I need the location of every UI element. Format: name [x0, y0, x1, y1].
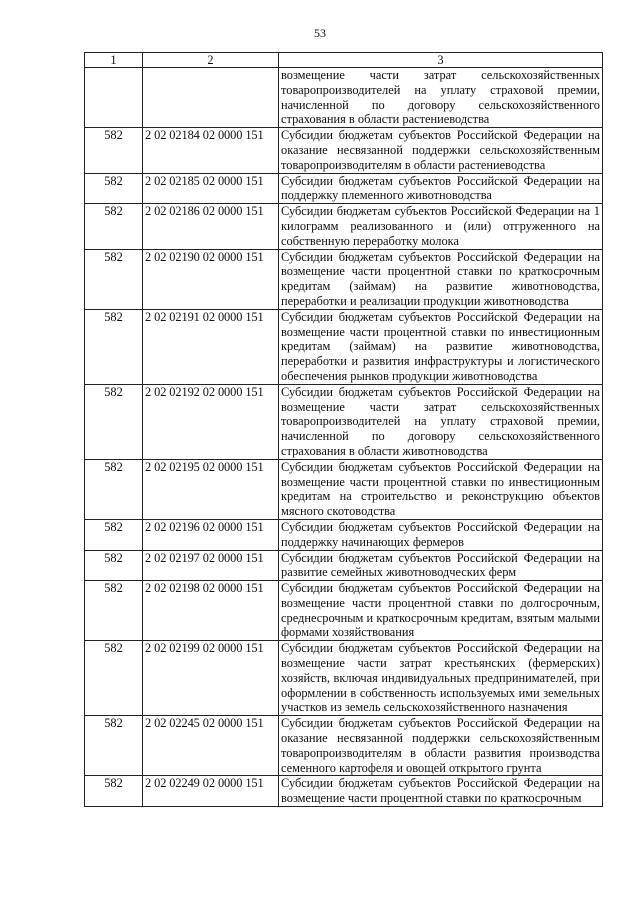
description-cell: Субсидии бюджетам субъектов Российской Федерации на возмещение части процентной ставки по краткосрочным	[279, 776, 603, 807]
budget-code-cell: 2 02 02186 02 0000 151	[143, 204, 279, 249]
budget-code-cell: 2 02 02196 02 0000 151	[143, 519, 279, 550]
table-row	[85, 716, 603, 776]
description-cell: Субсидии бюджетам субъектов Российской Федерации на оказание несвязанной поддержки сельскохозяйственным товаропроизводителям в области растениеводства	[279, 128, 603, 173]
admin-code-cell	[85, 68, 143, 128]
admin-code-cell: 582	[85, 550, 143, 581]
column-header-1: 1	[85, 53, 143, 68]
table-row	[85, 173, 603, 204]
description-cell: Субсидии бюджетам субъектов Российской Федерации на 1 килограмм реализованного и (или) отгруженного на собственную переработку молока	[279, 204, 603, 249]
admin-code-cell: 582	[85, 459, 143, 519]
table-row	[85, 459, 603, 519]
admin-code-cell: 582	[85, 173, 143, 204]
budget-code-cell: 2 02 02249 02 0000 151	[143, 776, 279, 807]
column-header-2: 2	[143, 53, 279, 68]
budget-code-cell: 2 02 02192 02 0000 151	[143, 384, 279, 459]
budget-classification-table	[84, 52, 603, 807]
description-cell: Субсидии бюджетам субъектов Российской Федерации на поддержку начинающих фермеров	[279, 519, 603, 550]
admin-code-cell: 582	[85, 641, 143, 716]
admin-code-cell: 582	[85, 776, 143, 807]
admin-code-cell: 582	[85, 309, 143, 384]
budget-code-cell: 2 02 02199 02 0000 151	[143, 641, 279, 716]
admin-code-cell: 582	[85, 384, 143, 459]
budget-code-cell: 2 02 02195 02 0000 151	[143, 459, 279, 519]
admin-code-cell: 582	[85, 204, 143, 249]
description-cell: Субсидии бюджетам субъектов Российской Федерации на поддержку племенного животноводства	[279, 173, 603, 204]
description-cell: возмещение части затрат сельскохозяйственных товаропроизводителей на уплату страховой премии, начисленной по договору сельскохозяйственного страхования в области растениеводства	[279, 68, 603, 128]
description-cell: Субсидии бюджетам субъектов Российской Федерации на оказание несвязанной поддержки сельскохозяйственным товаропроизводителям в области развития производства семенного картофеля и овощей открытого грунта	[279, 716, 603, 776]
table-row	[85, 309, 603, 384]
budget-code-cell: 2 02 02191 02 0000 151	[143, 309, 279, 384]
table-row	[85, 641, 603, 716]
table-row	[85, 776, 603, 807]
admin-code-cell: 582	[85, 581, 143, 641]
description-cell: Субсидии бюджетам субъектов Российской Федерации на развитие семейных животноводческих ферм	[279, 550, 603, 581]
table-row	[85, 550, 603, 581]
admin-code-cell: 582	[85, 249, 143, 309]
description-cell: Субсидии бюджетам субъектов Российской Федерации на возмещение части процентной ставки по инвестиционным кредитам на строительство и реконструкцию объектов мясного скотоводства	[279, 459, 603, 519]
budget-code-cell	[143, 68, 279, 128]
table-row	[85, 204, 603, 249]
description-cell: Субсидии бюджетам субъектов Российской Федерации на возмещение части затрат сельскохозяйственных товаропроизводителей на уплату страховой премии, начисленной по договору сельскохозяйственного страхования в области животноводства	[279, 384, 603, 459]
budget-code-cell: 2 02 02197 02 0000 151	[143, 550, 279, 581]
budget-code-cell: 2 02 02185 02 0000 151	[143, 173, 279, 204]
description-cell: Субсидии бюджетам субъектов Российской Федерации на возмещение части процентной ставки по краткосрочным кредитам (займам) на развитие животноводства, переработки и реализации продукции животноводства	[279, 249, 603, 309]
table-row	[85, 384, 603, 459]
admin-code-cell: 582	[85, 128, 143, 173]
table-row	[85, 581, 603, 641]
admin-code-cell: 582	[85, 716, 143, 776]
budget-code-cell: 2 02 02198 02 0000 151	[143, 581, 279, 641]
description-cell: Субсидии бюджетам субъектов Российской Федерации на возмещение части затрат крестьянских (фермерских) хозяйств, включая индивидуальных предпринимателей, при оформлении в собственность используемых ими земельных участков из земель сельскохозяйственного назначения	[279, 641, 603, 716]
description-cell: Субсидии бюджетам субъектов Российской Федерации на возмещение части процентной ставки по инвестиционным кредитам (займам) на развитие животноводства, переработки и развития инфраструктуры и логистического обеспечения рынков продукции животноводства	[279, 309, 603, 384]
header-row	[85, 53, 603, 68]
admin-code-cell: 582	[85, 519, 143, 550]
column-header-3: 3	[279, 53, 603, 68]
table-row	[85, 249, 603, 309]
table-row	[85, 128, 603, 173]
budget-code-cell: 2 02 02184 02 0000 151	[143, 128, 279, 173]
page-number: 53	[314, 26, 326, 40]
budget-code-cell: 2 02 02245 02 0000 151	[143, 716, 279, 776]
budget-code-cell: 2 02 02190 02 0000 151	[143, 249, 279, 309]
description-cell: Субсидии бюджетам субъектов Российской Федерации на возмещение части процентной ставки по долгосрочным, среднесрочным и краткосрочным кредитам, взятым малыми формами хозяйствования	[279, 581, 603, 641]
table-row	[85, 68, 603, 128]
table-row	[85, 519, 603, 550]
